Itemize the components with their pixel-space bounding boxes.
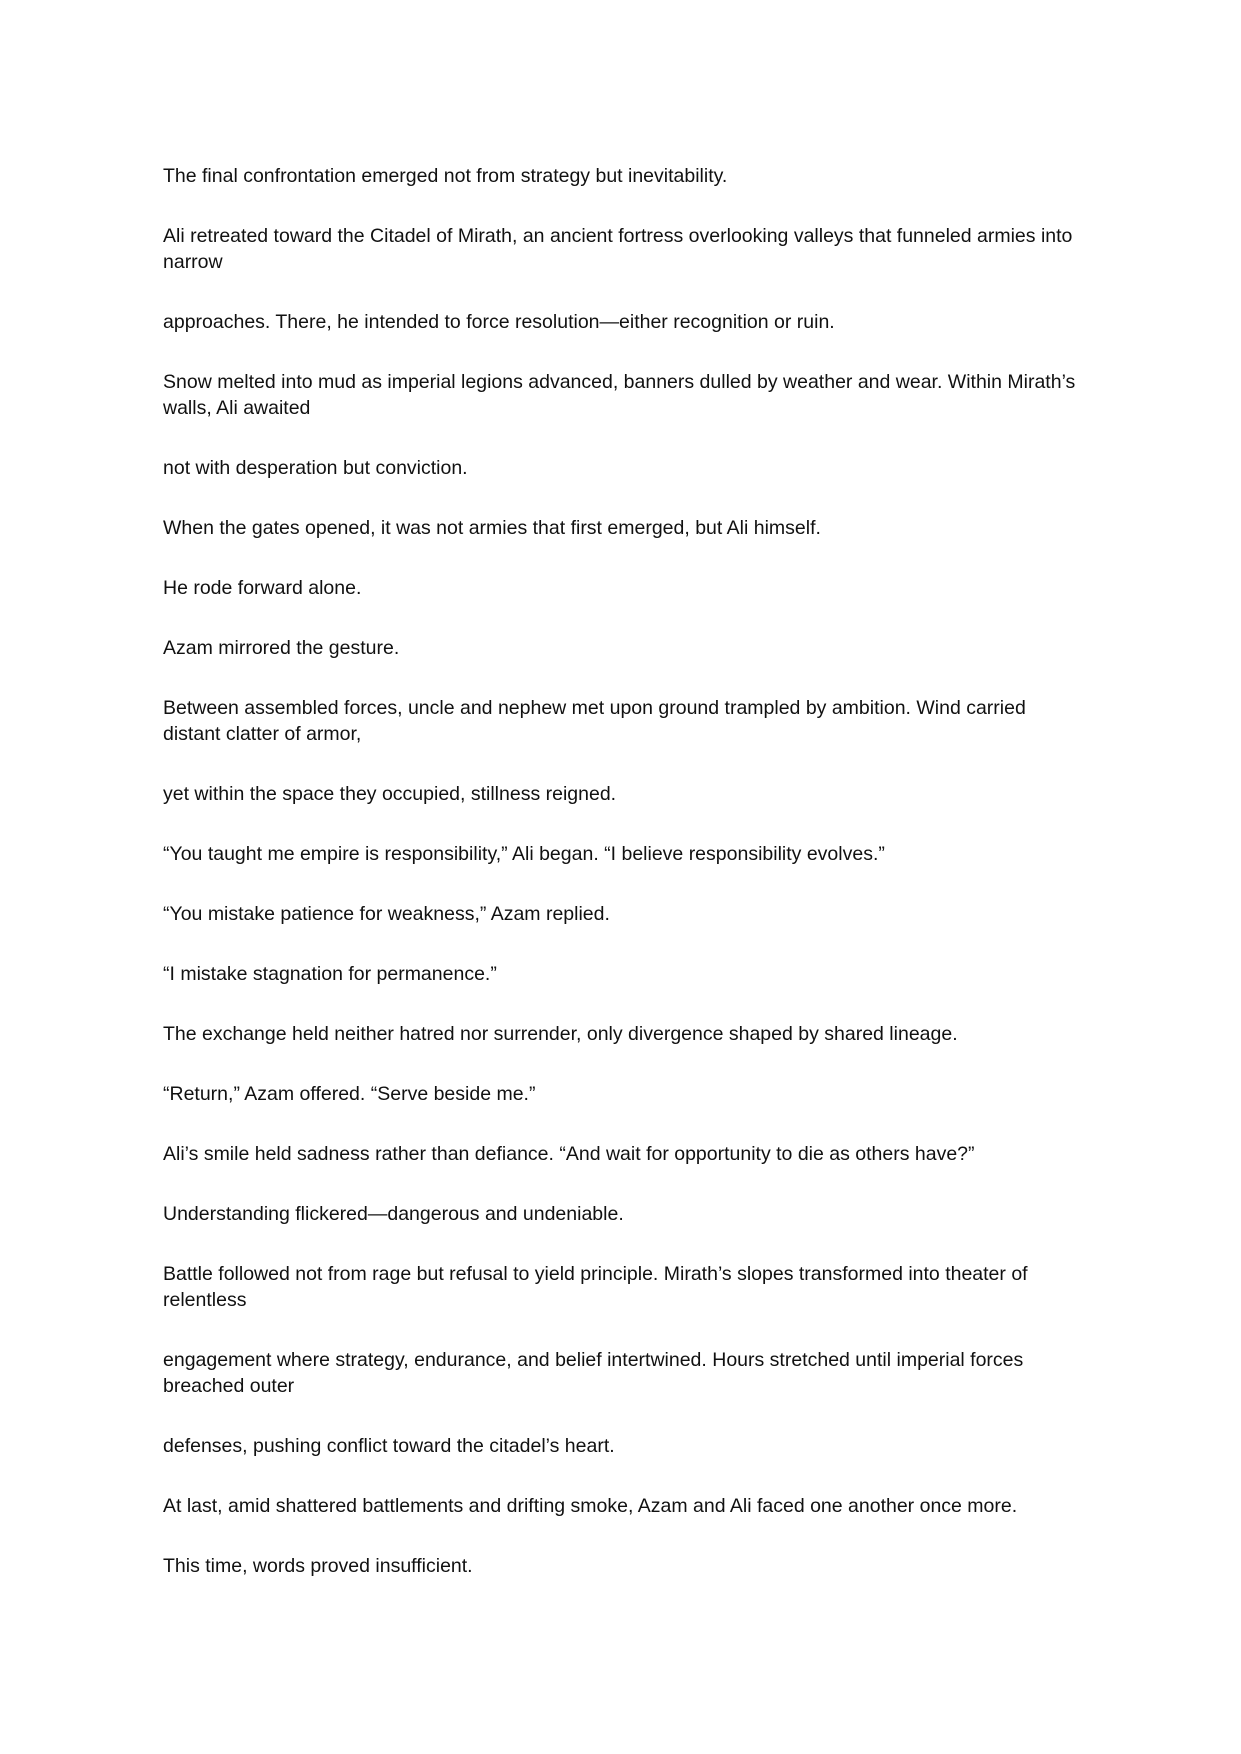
paragraph-17: Understanding flickered—dangerous and undeniable. bbox=[163, 1203, 624, 1225]
paragraph-4: Snow melted into mud as imperial legions advanced, banners dulled by weather and wear. Within Mirath’s walls, Ali awaited bbox=[163, 371, 1076, 419]
paragraph-8: Azam mirrored the gesture. bbox=[163, 637, 400, 659]
paragraph-13: “I mistake stagnation for permanence.” bbox=[163, 963, 497, 985]
paragraph-1: The final confrontation emerged not from strategy but inevitability. bbox=[163, 165, 728, 187]
paragraph-20: defenses, pushing conflict toward the citadel’s heart. bbox=[163, 1435, 615, 1457]
paragraph-15: “Return,” Azam offered. “Serve beside me.” bbox=[163, 1083, 536, 1105]
paragraph-12: “You mistake patience for weakness,” Azam replied. bbox=[163, 903, 610, 925]
paragraph-10: yet within the space they occupied, stillness reigned. bbox=[163, 783, 617, 805]
paragraph-14: The exchange held neither hatred nor surrender, only divergence shaped by shared lineage. bbox=[163, 1023, 958, 1045]
paragraph-5: not with desperation but conviction. bbox=[163, 457, 468, 479]
body-text bbox=[163, 163, 1083, 1613]
paragraph-9: Between assembled forces, uncle and nephew met upon ground trampled by ambition. Wind carried distant clatter of armor, bbox=[163, 697, 1026, 745]
paragraph-2: Ali retreated toward the Citadel of Mirath, an ancient fortress overlooking valleys that funneled armies into narrow bbox=[163, 225, 1073, 273]
paragraph-21: At last, amid shattered battlements and drifting smoke, Azam and Ali faced one another once more. bbox=[163, 1495, 1018, 1517]
paragraph-11: “You taught me empire is responsibility,” Ali began. “I believe responsibility evolves.” bbox=[163, 843, 885, 865]
paragraph-18: Battle followed not from rage but refusal to yield principle. Mirath’s slopes transformed into theater of relentless bbox=[163, 1263, 1028, 1311]
paragraph-6: When the gates opened, it was not armies that first emerged, but Ali himself. bbox=[163, 517, 821, 539]
paragraph-16: Ali’s smile held sadness rather than defiance. “And wait for opportunity to die as others have?” bbox=[163, 1143, 975, 1165]
paragraph-3: approaches. There, he intended to force resolution—either recognition or ruin. bbox=[163, 311, 835, 333]
paragraph-19: engagement where strategy, endurance, and belief intertwined. Hours stretched until imperial forces breached outer bbox=[163, 1349, 1024, 1397]
paragraph-22: This time, words proved insufficient. bbox=[163, 1555, 473, 1577]
paragraph-7: He rode forward alone. bbox=[163, 577, 362, 599]
